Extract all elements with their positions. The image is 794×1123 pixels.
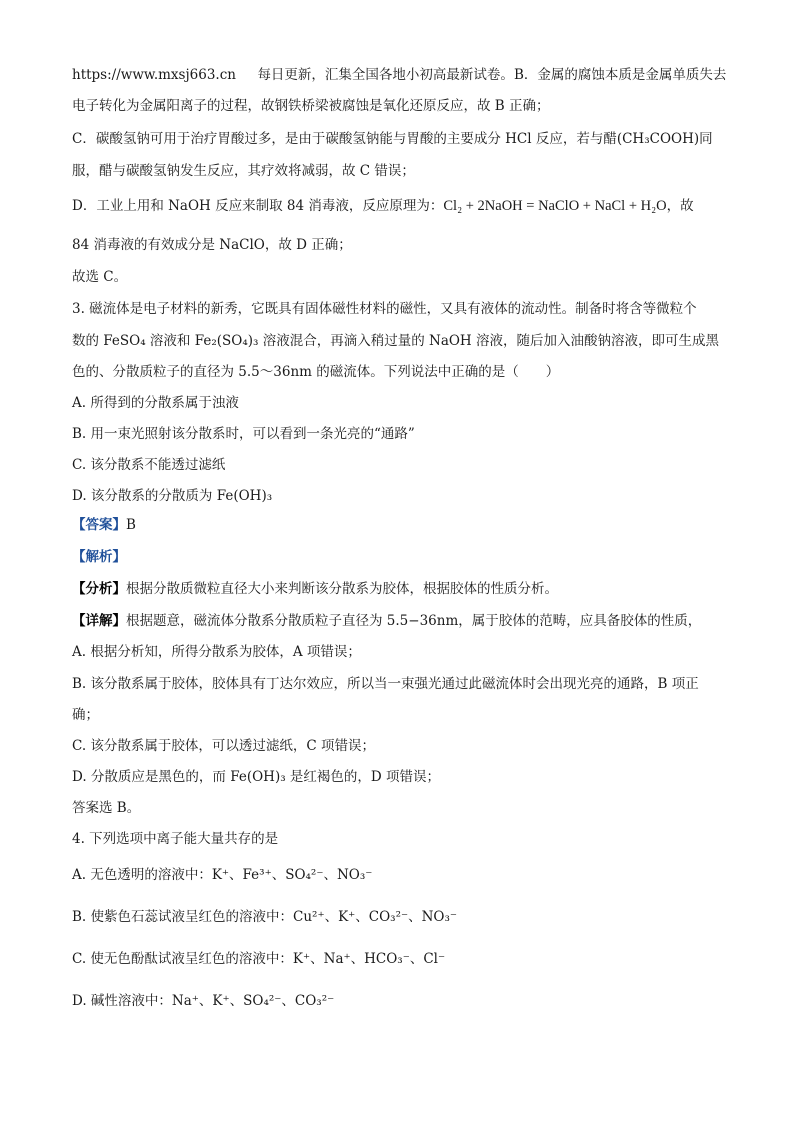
q3-xiangjie-line [72, 612, 701, 630]
xiangjie-label: 【详解】 [72, 613, 126, 629]
q3-stem-line2: 数的 FeSO₄ 溶液和 Fe₂(SO₄)₃ 溶液混合，再滴入稍过量的 NaOH 溶液，随后加入油酸钠溶液，即可生成黑 [72, 333, 719, 349]
q3-explain-a: A. 根据分析知，所得分散系为胶体，A 项错误； [72, 644, 361, 660]
q2-option-c-part1: C．碳酸氢钠可用于治疗胃酸过多，是由于碳酸氢钠能与胃酸的主要成分 HCl 反应，若与醋(CH₃COOH)同 [72, 131, 713, 147]
q2-option-d-part1: D．工业上用和 NaOH 反应来制取 84 消毒液，反应原理为： [72, 198, 444, 214]
promo-text: 每日更新，汇集全国各地小初高最新试卷。 [257, 67, 514, 83]
q3-fenxi-line [72, 580, 558, 598]
q4-option-a: A. 无色透明的溶液中：K⁺、Fe³⁺、SO₄²⁻、NO₃⁻ [72, 867, 373, 883]
q2-option-d-end: ，故 [666, 198, 694, 214]
q3-final: 答案选 B。 [72, 800, 141, 816]
q4-stem: 4. 下列选项中离子能大量共存的是 [72, 831, 279, 847]
q3-stem-line1: 3. 磁流体是电子材料的新秀，它既具有固体磁性材料的磁性，又具有液体的流动性。制备时将含等微粒个 [72, 301, 697, 317]
answer-value: B [126, 517, 136, 533]
analysis-label: 【解析】 [72, 549, 126, 565]
q4-option-b: B. 使紫色石蕊试液呈红色的溶液中：Cu²⁺、K⁺、CO₃²⁻、NO₃⁻ [72, 909, 458, 925]
q2-option-d-part2: 84 消毒液的有效成分是 NaClO，故 D 正确； [72, 237, 352, 253]
answer-label: 【答案】 [72, 517, 126, 533]
q3-option-d: D. 该分散系的分散质为 Fe(OH)₃ [72, 488, 273, 504]
q2-option-b-part2: 电子转化为金属阳离子的过程，故钢铁桥梁被腐蚀是氧化还原反应，故 B 正确； [72, 98, 550, 114]
q3-option-a: A. 所得到的分散系属于浊液 [72, 395, 239, 411]
q3-option-c: C. 该分散系不能透过滤纸 [72, 457, 226, 473]
q2-option-d-line [72, 197, 694, 215]
q3-option-b: B. 用一束光照射该分散系时，可以看到一条光亮的“通路” [72, 426, 415, 442]
q3-explain-b1: B. 该分散系属于胶体，胶体具有丁达尔效应，所以当一束强光通过此磁流体时会出现光亮的通路，B 项正 [72, 676, 699, 692]
xiangjie-text: 根据题意，磁流体分散系分散质粒子直径为 5.5−36nm，属于胶体的范畴，应具备胶体的性质， [126, 613, 702, 629]
reaction-equation: Cl₂ + 2NaOH = NaClO + NaCl + H₂O [443, 198, 667, 214]
q3-explain-c: C. 该分散系属于胶体，可以透过滤纸，C 项错误； [72, 738, 376, 754]
fenxi-label: 【分析】 [72, 581, 126, 597]
q2-option-b-part1: B．金属的腐蚀本质是金属单质失去 [513, 67, 727, 83]
q4-option-d: D. 碱性溶液中：Na⁺、K⁺、SO₄²⁻、CO₃²⁻ [72, 993, 335, 1009]
fenxi-text: 根据分散质微粒直径大小来判断该分散系为胶体，根据胶体的性质分析。 [126, 581, 558, 597]
header-line [72, 66, 726, 84]
q3-answer-line [72, 516, 136, 534]
q2-conclusion: 故选 C。 [72, 269, 128, 285]
q3-analysis-heading [72, 548, 126, 566]
q3-explain-b2: 确； [72, 707, 99, 723]
source-url[interactable]: https://www.mxsj663.cn [72, 67, 236, 83]
q3-stem-line3: 色的、分散质粒子的直径为 5.5～36nm 的磁流体。下列说法中正确的是（ ） [72, 364, 560, 380]
q2-option-c-part2: 服，醋与碳酸氢钠发生反应，其疗效将减弱，故 C 错误； [72, 163, 415, 179]
q4-option-c: C. 使无色酚酞试液呈红色的溶液中：K⁺、Na⁺、HCO₃⁻、Cl⁻ [72, 951, 446, 967]
q3-explain-d: D. 分散质应是黑色的，而 Fe(OH)₃ 是红褐色的，D 项错误； [72, 769, 441, 785]
